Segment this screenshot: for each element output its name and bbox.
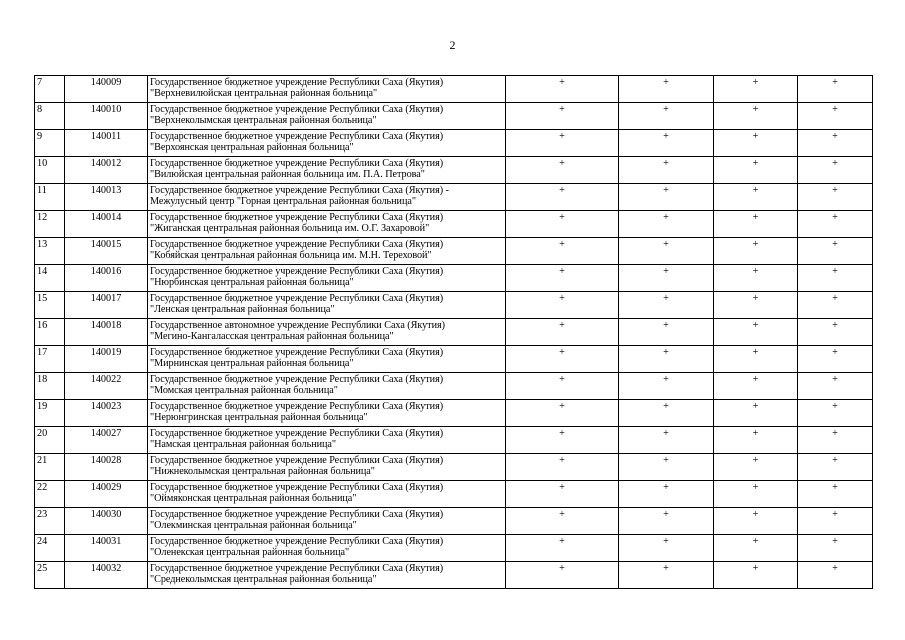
- row-number: 14: [35, 265, 65, 292]
- mark-cell-2: +: [619, 373, 714, 400]
- organization-name-line-2: "Жиганская центральная районная больница им. О.Г. Захаровой": [150, 223, 430, 234]
- organization-code: 140016: [65, 265, 148, 292]
- table-row: [35, 103, 873, 130]
- organization-name-line-2: "Ленская центральная районная больница": [150, 304, 335, 315]
- mark-cell-2: +: [619, 400, 714, 427]
- mark-cell-4: +: [798, 238, 873, 265]
- organization-name-line-1: Государственное бюджетное учреждение Республики Саха (Якутия): [150, 293, 444, 304]
- mark-cell-3: +: [714, 346, 798, 373]
- mark-cell-2: +: [619, 292, 714, 319]
- organization-name-line-2: "Верхоянская центральная районная больница": [150, 142, 354, 153]
- mark-cell-3: +: [714, 454, 798, 481]
- page-number: 2: [449, 38, 456, 52]
- organization-name: [148, 76, 506, 103]
- table-row: [35, 346, 873, 373]
- row-number: 25: [35, 562, 65, 589]
- mark-cell-4: +: [798, 130, 873, 157]
- hospitals-table: [34, 75, 873, 589]
- mark-cell-2: +: [619, 427, 714, 454]
- organization-name-line-2: "Мирнинская центральная районная больница": [150, 358, 354, 369]
- mark-cell-3: +: [714, 211, 798, 238]
- row-number: 16: [35, 319, 65, 346]
- organization-code: 140013: [65, 184, 148, 211]
- row-number: 22: [35, 481, 65, 508]
- organization-name-line-2: "Момская центральная районная больница": [150, 385, 338, 396]
- table-row: [35, 211, 873, 238]
- table-row: [35, 292, 873, 319]
- organization-name-line-2: "Верхнеколымская центральная районная больница": [150, 115, 377, 126]
- mark-cell-4: +: [798, 157, 873, 184]
- mark-cell-1: +: [506, 400, 619, 427]
- organization-name: [148, 427, 506, 454]
- organization-name-line-1: Государственное бюджетное учреждение Республики Саха (Якутия): [150, 563, 444, 574]
- row-number: 24: [35, 535, 65, 562]
- organization-name-line-1: Государственное бюджетное учреждение Республики Саха (Якутия): [150, 374, 444, 385]
- organization-name-line-1: Государственное бюджетное учреждение Республики Саха (Якутия): [150, 212, 444, 223]
- mark-cell-4: +: [798, 319, 873, 346]
- mark-cell-2: +: [619, 454, 714, 481]
- organization-name-line-1: Государственное бюджетное учреждение Республики Саха (Якутия): [150, 239, 444, 250]
- organization-name: [148, 454, 506, 481]
- table-row: [35, 265, 873, 292]
- mark-cell-4: +: [798, 292, 873, 319]
- mark-cell-2: +: [619, 130, 714, 157]
- table-row: [35, 238, 873, 265]
- organization-name: [148, 292, 506, 319]
- mark-cell-4: +: [798, 508, 873, 535]
- mark-cell-2: +: [619, 319, 714, 346]
- mark-cell-3: +: [714, 184, 798, 211]
- organization-name-line-1: Государственное бюджетное учреждение Республики Саха (Якутия): [150, 482, 444, 493]
- table-row: [35, 508, 873, 535]
- mark-cell-4: +: [798, 400, 873, 427]
- organization-name: [148, 508, 506, 535]
- mark-cell-3: +: [714, 508, 798, 535]
- table-row: [35, 184, 873, 211]
- organization-code: 140009: [65, 76, 148, 103]
- mark-cell-3: +: [714, 535, 798, 562]
- organization-name-line-2: "Верхневилюйская центральная районная больница": [150, 88, 378, 99]
- mark-cell-4: +: [798, 373, 873, 400]
- mark-cell-3: +: [714, 400, 798, 427]
- organization-name-line-2: "Нижнеколымская центральная районная больница": [150, 466, 375, 477]
- mark-cell-4: +: [798, 76, 873, 103]
- organization-name-line-2: "Оймяконская центральная районная больница": [150, 493, 357, 504]
- mark-cell-2: +: [619, 265, 714, 292]
- mark-cell-1: +: [506, 103, 619, 130]
- organization-code: 140018: [65, 319, 148, 346]
- organization-name-line-2: Межулусный центр "Горная центральная районная больница": [150, 196, 416, 207]
- row-number: 23: [35, 508, 65, 535]
- organization-name-line-2: "Оленекская центральная районная больница": [150, 547, 350, 558]
- organization-code: 140010: [65, 103, 148, 130]
- mark-cell-3: +: [714, 562, 798, 589]
- organization-name-line-1: Государственное бюджетное учреждение Республики Саха (Якутия): [150, 158, 444, 169]
- table-row: [35, 454, 873, 481]
- row-number: 19: [35, 400, 65, 427]
- organization-code: 140011: [65, 130, 148, 157]
- mark-cell-1: +: [506, 211, 619, 238]
- table-row: [35, 400, 873, 427]
- mark-cell-3: +: [714, 130, 798, 157]
- organization-name-line-2: "Кобяйская центральная районная больница им. М.Н. Тереховой": [150, 250, 432, 261]
- mark-cell-3: +: [714, 76, 798, 103]
- organization-name: [148, 238, 506, 265]
- mark-cell-3: +: [714, 319, 798, 346]
- organization-code: 140014: [65, 211, 148, 238]
- organization-code: 140030: [65, 508, 148, 535]
- organization-name: [148, 265, 506, 292]
- organization-name-line-2: "Мегино-Кангаласская центральная районная больница": [150, 331, 394, 342]
- mark-cell-1: +: [506, 481, 619, 508]
- organization-name-line-1: Государственное бюджетное учреждение Республики Саха (Якутия): [150, 104, 444, 115]
- row-number: 7: [35, 76, 65, 103]
- mark-cell-1: +: [506, 319, 619, 346]
- mark-cell-1: +: [506, 238, 619, 265]
- mark-cell-3: +: [714, 292, 798, 319]
- table-row: [35, 535, 873, 562]
- organization-name: [148, 562, 506, 589]
- table-row: [35, 319, 873, 346]
- mark-cell-1: +: [506, 265, 619, 292]
- organization-name: [148, 211, 506, 238]
- row-number: 21: [35, 454, 65, 481]
- mark-cell-1: +: [506, 427, 619, 454]
- table-row: [35, 130, 873, 157]
- table-row: [35, 373, 873, 400]
- mark-cell-4: +: [798, 562, 873, 589]
- organization-name: [148, 535, 506, 562]
- mark-cell-4: +: [798, 427, 873, 454]
- row-number: 11: [35, 184, 65, 211]
- row-number: 10: [35, 157, 65, 184]
- mark-cell-3: +: [714, 103, 798, 130]
- mark-cell-1: +: [506, 130, 619, 157]
- mark-cell-2: +: [619, 76, 714, 103]
- organization-code: 140015: [65, 238, 148, 265]
- organization-code: 140023: [65, 400, 148, 427]
- organization-name: [148, 319, 506, 346]
- mark-cell-4: +: [798, 211, 873, 238]
- mark-cell-2: +: [619, 346, 714, 373]
- mark-cell-3: +: [714, 238, 798, 265]
- row-number: 13: [35, 238, 65, 265]
- mark-cell-1: +: [506, 76, 619, 103]
- organization-name: [148, 481, 506, 508]
- organization-code: 140029: [65, 481, 148, 508]
- table-row: [35, 427, 873, 454]
- organization-name: [148, 400, 506, 427]
- row-number: 18: [35, 373, 65, 400]
- organization-name-line-1: Государственное бюджетное учреждение Республики Саха (Якутия): [150, 455, 444, 466]
- organization-name-line-2: "Среднеколымская центральная районная больница": [150, 574, 377, 585]
- row-number: 9: [35, 130, 65, 157]
- mark-cell-1: +: [506, 346, 619, 373]
- mark-cell-4: +: [798, 481, 873, 508]
- row-number: 12: [35, 211, 65, 238]
- mark-cell-1: +: [506, 292, 619, 319]
- mark-cell-4: +: [798, 103, 873, 130]
- mark-cell-2: +: [619, 103, 714, 130]
- organization-code: 140017: [65, 292, 148, 319]
- row-number: 17: [35, 346, 65, 373]
- mark-cell-1: +: [506, 535, 619, 562]
- organization-code: 140022: [65, 373, 148, 400]
- organization-code: 140031: [65, 535, 148, 562]
- organization-code: 140012: [65, 157, 148, 184]
- organization-name-line-1: Государственное бюджетное учреждение Республики Саха (Якутия): [150, 266, 444, 277]
- mark-cell-2: +: [619, 535, 714, 562]
- table-body: [35, 76, 873, 589]
- mark-cell-2: +: [619, 211, 714, 238]
- organization-name-line-1: Государственное бюджетное учреждение Республики Саха (Якутия): [150, 428, 444, 439]
- table-row: [35, 562, 873, 589]
- table-row: [35, 481, 873, 508]
- organization-code: 140028: [65, 454, 148, 481]
- mark-cell-4: +: [798, 184, 873, 211]
- organization-name-line-1: Государственное бюджетное учреждение Республики Саха (Якутия): [150, 536, 444, 547]
- organization-name: [148, 103, 506, 130]
- mark-cell-2: +: [619, 184, 714, 211]
- table-row: [35, 76, 873, 103]
- mark-cell-3: +: [714, 427, 798, 454]
- organization-name-line-2: "Олекминская центральная районная больница": [150, 520, 357, 531]
- mark-cell-2: +: [619, 508, 714, 535]
- organization-name-line-1: Государственное бюджетное учреждение Республики Саха (Якутия) -: [150, 185, 449, 196]
- mark-cell-1: +: [506, 157, 619, 184]
- mark-cell-4: +: [798, 265, 873, 292]
- organization-name-line-1: Государственное бюджетное учреждение Республики Саха (Якутия): [150, 401, 444, 412]
- organization-name: [148, 184, 506, 211]
- mark-cell-2: +: [619, 562, 714, 589]
- organization-name-line-2: "Нюрбинская центральная районная больница": [150, 277, 354, 288]
- mark-cell-1: +: [506, 373, 619, 400]
- organization-name-line-2: "Намская центральная районная больница": [150, 439, 336, 450]
- mark-cell-1: +: [506, 184, 619, 211]
- mark-cell-4: +: [798, 535, 873, 562]
- mark-cell-4: +: [798, 454, 873, 481]
- mark-cell-1: +: [506, 508, 619, 535]
- mark-cell-2: +: [619, 481, 714, 508]
- organization-name-line-1: Государственное бюджетное учреждение Республики Саха (Якутия): [150, 131, 444, 142]
- organization-name-line-1: Государственное бюджетное учреждение Республики Саха (Якутия): [150, 77, 444, 88]
- row-number: 20: [35, 427, 65, 454]
- organization-name: [148, 346, 506, 373]
- organization-name-line-2: "Вилюйская центральная районная больница им. П.А. Петрова": [150, 169, 425, 180]
- mark-cell-2: +: [619, 157, 714, 184]
- organization-name: [148, 373, 506, 400]
- mark-cell-3: +: [714, 481, 798, 508]
- organization-name-line-1: Государственное бюджетное учреждение Республики Саха (Якутия): [150, 347, 444, 358]
- mark-cell-3: +: [714, 265, 798, 292]
- table-row: [35, 157, 873, 184]
- mark-cell-3: +: [714, 373, 798, 400]
- organization-name: [148, 130, 506, 157]
- row-number: 15: [35, 292, 65, 319]
- organization-name-line-1: Государственное автономное учреждение Республики Саха (Якутия): [150, 320, 445, 331]
- organization-name: [148, 157, 506, 184]
- organization-name-line-1: Государственное бюджетное учреждение Республики Саха (Якутия): [150, 509, 444, 520]
- row-number: 8: [35, 103, 65, 130]
- organization-code: 140019: [65, 346, 148, 373]
- mark-cell-1: +: [506, 454, 619, 481]
- mark-cell-2: +: [619, 238, 714, 265]
- mark-cell-3: +: [714, 157, 798, 184]
- organization-code: 140032: [65, 562, 148, 589]
- mark-cell-1: +: [506, 562, 619, 589]
- organization-name-line-2: "Нерюнгринская центральная районная больница": [150, 412, 368, 423]
- organization-code: 140027: [65, 427, 148, 454]
- mark-cell-4: +: [798, 346, 873, 373]
